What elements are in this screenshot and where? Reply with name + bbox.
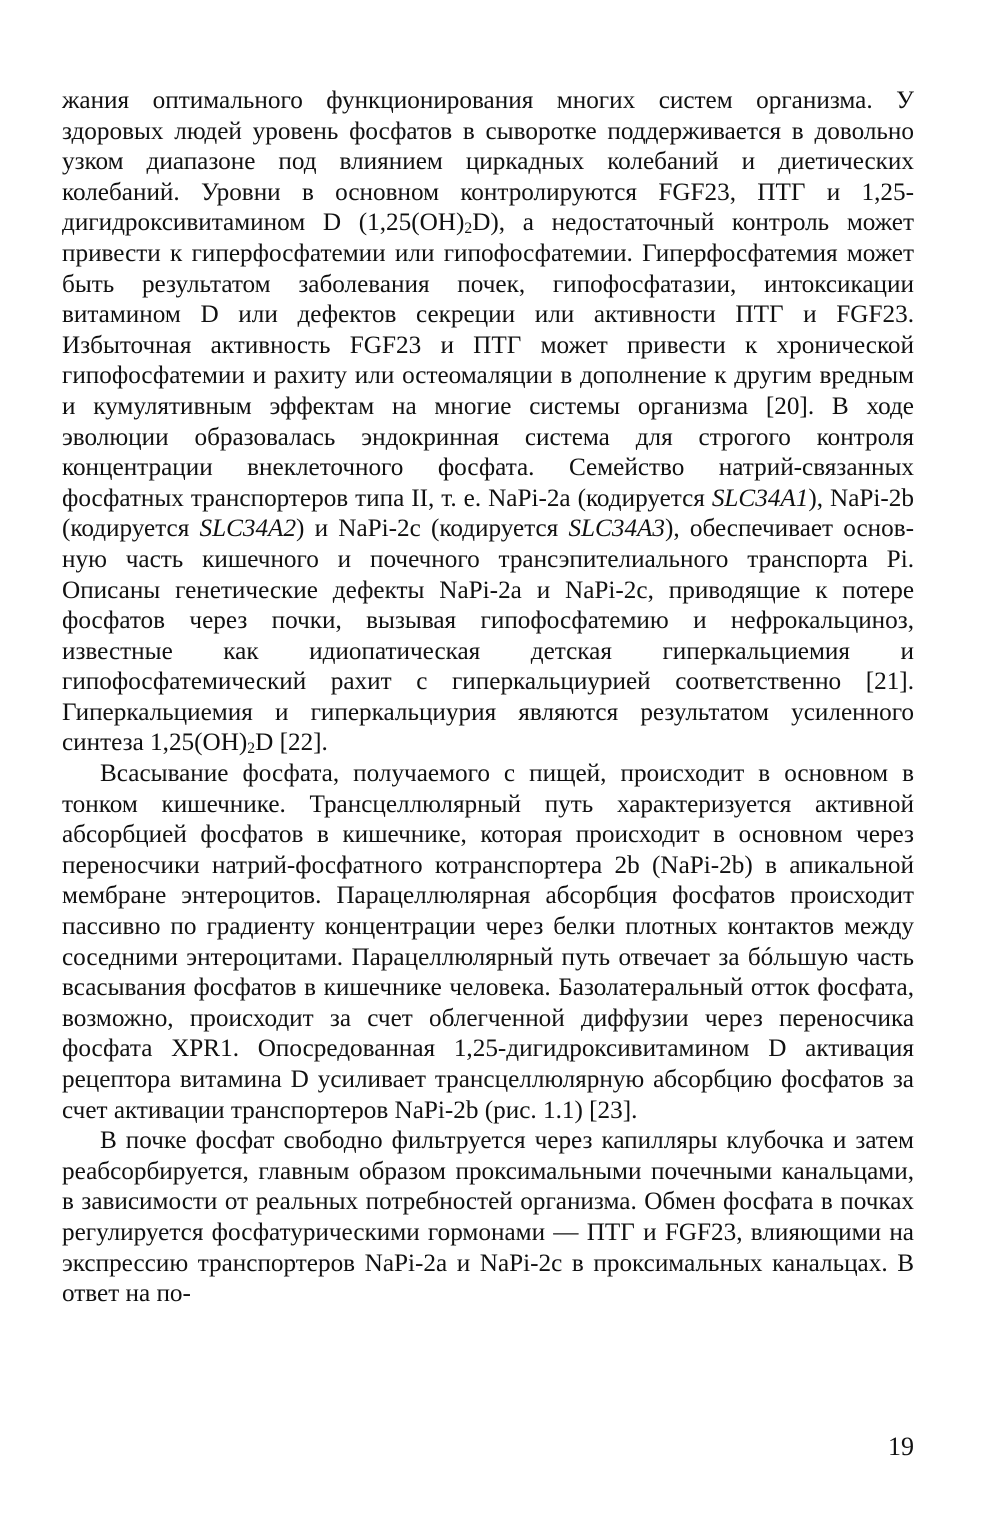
- gene-name: SLC34A1: [711, 484, 809, 512]
- text-run: ), обеспечивает основную часть кишечного и почечного трансэпителиального транспорта Pi. Описаны генетические дефекты NaPi-2a и NaPi-2c, приводящие к потере фосфатов через почки, вызывая гипофосфатемию и нефрокальциноз, известные как идиопатическая детская гиперкальциемия и гипофосфатемический рахит с гиперкальциурией соответственно [21]. Гиперкальциемия и гиперкальциурия являются результатом усиленного синтеза 1,25(OH): [62, 515, 914, 757]
- text-run: жания оптимального функционирования многих систем организма. У здоровых людей уровень фосфатов в сыворотке поддерживается в довольно узком диапазоне под влиянием циркадных колебаний и диетических колебаний. Уровни в основном контролируются FGF23, ПТГ и 1,25-дигидроксивитамином D (1,25(OH): [62, 87, 914, 237]
- text-run: ) и NaPi-2c (кодируется: [296, 515, 569, 543]
- text-run: ), NaPi-2b (кодируется: [62, 484, 914, 543]
- page-body: [62, 86, 914, 1310]
- subscript: 2: [247, 740, 256, 758]
- text-run: Всасывание фосфата, получаемого с пищей, происходит в основном в тонком кишечнике. Трансцеллюлярный путь характеризуется активной абсорбцией фосфатов в кишечнике, которая происходит в основном через переносчики натрий-фосфатного котранспортера 2b (NaPi-2b) в апикальной мембране энтероцитов. Парацеллюлярная абсорбция фосфатов происходит пассивно по градиенту концентрации через белки плотных контактов между соседними энтероцитами. Парацеллюлярный путь отвечает за бóльшую часть всасывания фосфатов в кишечнике человека. Базолатеральный отток фосфата, возможно, происходит за счет облегченной диффузии через переносчика фосфата XPR1. Опосредованная 1,25-дигидроксивитамином D активация рецептора витамина D усиливает трансцеллюлярную абсорбцию фосфатов за счет активации транспортеров NaPi-2b (рис. 1.1) [23].: [62, 760, 914, 1124]
- paragraph: [62, 759, 914, 1126]
- subscript: 2: [464, 220, 473, 238]
- gene-name: SLC34A3: [568, 515, 666, 543]
- text-run: В почке фосфат свободно фильтруется через капилляры клубочка и затем реабсорбируется, главным образом проксимальными почечными канальцами, в зависимости от реальных потребностей организма. Обмен фосфата в почках регулируется фосфатурическими гормонами — ПТГ и FGF23, влияющими на экспрессию транспортеров NaPi-2a и NaPi-2c в проксимальных канальцах. В ответ на по-: [62, 1127, 914, 1308]
- gene-name: SLC34A2: [199, 515, 297, 543]
- text-run: D [22].: [255, 729, 328, 757]
- paragraph: [62, 86, 914, 759]
- page-number: 19: [888, 1432, 914, 1461]
- text-run: D), а недостаточный контроль может привести к гиперфосфатемии или гипофосфатемии. Гиперфосфатемия может быть результатом заболевания почек, гипофосфатазии, интоксикации витамином D или дефектов секреции или активности ПТГ и FGF23. Избыточная активность FGF23 и ПТГ может привести к хронической гипофосфатемии и рахиту или остеомаляции в дополнение к другим вредным и кумулятивным эффектам на многие системы организма [20]. В ходе эволюции образовалась эндокринная система для строгого контроля концентрации внеклеточного фосфата. Семейство натрий-связанных фосфатных транспортеров типа II, т. е. NaPi-2a (кодируется: [62, 209, 914, 512]
- paragraph: [62, 1126, 914, 1310]
